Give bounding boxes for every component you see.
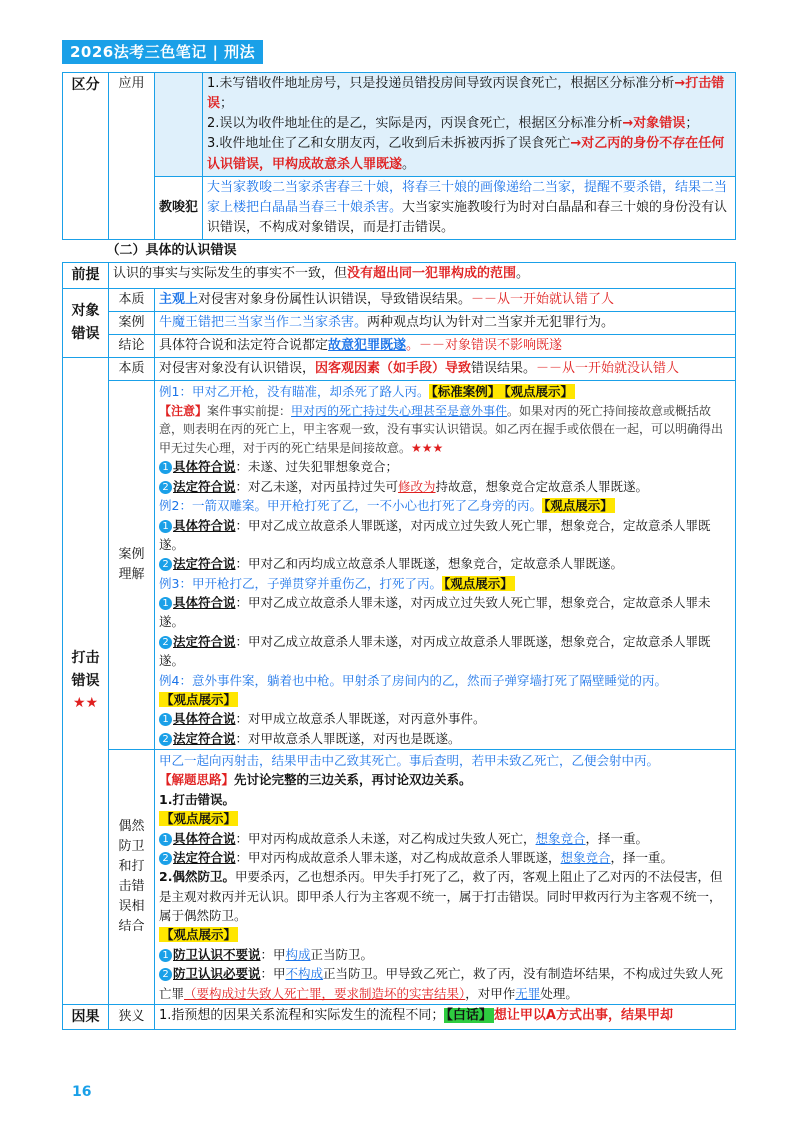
application-label: 应用 [109,73,155,240]
distinguish-label: 区分 [63,73,109,240]
object-error-label: 对象错误 [63,288,109,357]
abettor-text: 大当家教唆二当家杀害春三十娘，将春三十娘的画像递给二当家，提醒不要杀错，结果二当家上楼把白晶晶当春三十娘杀害。大当家实施教唆行为时对白晶晶和春三十娘的身份没有认识错误，不构成对象错误，而是打击错误。 [203,176,736,239]
page-header: 2026法考三色笔记 | 刑法 [62,40,263,64]
number-1-icon: 1 [159,461,172,474]
strike-error-cases: 例1：甲对乙开枪，没有瞄准，却杀死了路人丙。 【标准案例】 【观点展示】 【注意】案件事实前提：甲对丙的死亡持过失心理甚至是意外事件。如果对丙的死亡持间接故意或概括故意，则表明在丙的死亡上，甲主客观一致，没有事实认识错误。如乙丙在握手或依偎在一起，可以明确得出甲无过失心理，对于丙的死亡结果是间接故意。★★★ 1 具体符合说：未遂、过失犯罪想象竞合； 2 法定符合说：对乙未遂，对丙虽持过失可修改为持故意，想象竞合定故意杀人罪既遂。 例2：一箭双雕案。甲开枪打死了乙，一不小心也打死了乙身旁的丙。 【观点展示】 1 具体符合说：甲对乙成立故意杀人罪既遂，对丙成立过失致人死亡罪，想象竞合，定故意杀人罪既遂。 2 法定符合说：甲对乙和丙均成立故意杀人罪既遂，想象竞合，定故意杀人罪既遂。 例3：甲开枪打乙，子弹贯穿并重伤乙，打死了丙。 【观点展示】 1 具体符合说：甲对乙成立故意杀人罪未遂，对丙成立过失致人死亡罪，想象竞合，定故意杀人罪未遂。 2 法定符合说：甲对乙成立故意杀人罪未遂，对丙成立故意杀人罪既遂，想象竞合，定故意杀人罪既遂。 例4：意外事件案，躺着也中枪。甲射杀了房间内的乙，然而子弹穿墙打死了隔壁睡觉的丙。 【观点展示】 1 具体符合说：对甲成立故意杀人罪既遂，对丙意外事件。 2 法定符合说：对甲故意杀人罪既遂，对丙也是既遂。 [155,381,736,750]
number-2-icon: 2 [159,481,172,494]
page-number: 16 [72,1084,92,1100]
accidental-defense-text: 甲乙一起向丙射击，结果甲击中乙致其死亡。事后查明，若甲未致乙死亡，乙便会射中丙。 【解题思路】先讨论完整的三边关系，再讨论双边关系。 1.打击错误。 【观点展示】 1 具体符合说：甲对丙构成故意杀人未遂，对乙构成过失致人死亡，想象竞合，择一重。 2 法定符合说：甲对丙构成故意杀人罪未遂，对乙构成故意杀人罪既遂，想象竞合，择一重。 2.偶然防卫。甲要杀丙，乙也想杀丙。甲失手打死了乙，救了丙，客观上阻止了乙对丙的不法侵害，但是主观对救丙并无认识。即甲杀人行为主客观不统一，属于打击错误。同时甲救丙行为主客观不统一，属于偶然防卫。 【观点展示】 1 防卫认识不要说：甲构成正当防卫。 2 防卫认识必要说：甲不构成正当防卫。甲导致乙死亡，救了丙，没有制造坏结果，不构成过失致人死亡罪（要构成过失致人死亡罪，要求制造坏的实害结果），对甲作无罪处理。 [155,750,736,1005]
object-error-conclusion: 具体符合说和法定符合说都定故意犯罪既遂。－－对象错误不影响既遂 [155,334,736,357]
notes-table: 区分 应用 1.未写错收件地址房号，只是投递员错投房间导致丙误食死亡，根据区分标准分析→打击错误； 2.误以为收件地址住的是乙，实际是丙，丙误食死亡，根据区分标准分析→对象错误； 3.收件地址住了乙和女朋友丙，乙收到后未拆被丙拆了误食死亡→对乙丙的身份不存在任何认识错误，甲构成故意杀人罪既遂。 教唆犯 大当家教唆二当家杀害春三十娘，将春三十娘的画像递给二当家，提醒不要杀错，结果二当家上楼把白晶晶当春三十娘杀害。大当家实施教唆行为时对白晶晶和春三十娘的身份没有认识错误，不构成对象错误，而是打击错误。 （二）具体的认识错误 前提 认识的事实与实际发生的事实不一致，但没有超出同一犯罪构成的范围。 对象错误 本质 主观上对侵害对象身份属性认识错误，导致错误结果。－－从一开始就认错了人 案例 牛魔王错把三当家当作二当家杀害。两种观点均认为针对二当家并无犯罪行为。 结论 具体符合说和法定符合说都定故意犯罪既遂。－－对象错误不影响既遂 打击错误 ★★ 本质 对侵害对象没有认识错误，因客观因素（如手段）导致错误结果。－－从一开始就没认错人 案例理解 例1：甲对乙开枪，没有瞄准，却杀死了路人丙。 【标准案例】 【观点展示】 【注意】案件事实前提：甲对丙的死亡持过失心理甚至是意外事件。如果对丙的死亡持间接故意或概括故意，则表明在丙的死亡上，甲主客观一致，没有事实认识错误。如乙丙在握手或依偎在一起，可以明确得出甲无过失心理，对于丙的死亡结果是间接故意。★★★ 1 具体符合说：未遂、过失犯罪想象竞合； 2 法定符合说：对乙未遂，对丙虽持过失可修改为持故意，想象竞合定故意杀人罪既遂。 例2：一箭双雕案。甲开枪打死了乙，一不小心也打死了乙身旁的丙。 【观点展示】 1 具体符合说：甲对乙成立故意杀人罪既遂，对丙成立过失致人死亡罪，想象竞合，定故意杀人罪既遂。 2 法定符合说：甲对乙和丙均成立故意杀人罪既遂，想象竞合，定故意杀人罪既遂。 例3：甲开枪打乙，子弹贯穿并重伤乙，打死了丙。 【观点展示】 1 具体符合说：甲对乙成立故意杀人罪未遂，对丙成立过失致人死亡罪，想象竞合，定故意杀人罪未遂。 2 法定符合说：甲对乙成立故意杀人罪未遂，对丙成立故意杀人罪既遂，想象竞合，定故意杀人罪既遂。 例4：意外事件案，躺着也中枪。甲射杀了房间内的乙，然而子弹穿墙打死了隔壁睡觉的丙。 【观点展示】 1 具体符合说：对甲成立故意杀人罪既遂，对丙意外事件。 2 法定符合说：对甲故意杀人罪既遂，对丙也是既遂。 偶然防卫和打击错误相结合 甲乙一起向丙射击，结果甲击中乙致其死亡。事后查明，若甲未致乙死亡，乙便会射中丙。 【解题思路】先讨论完整的三边关系，再讨论双边关系。 1.打击错误。 【观点展示】 1 具体符合说：甲对丙构成故意杀人未遂，对乙构成过失致人死亡，想象竞合，择一重。 2 法定符合说：甲对丙构成故意杀人罪未遂，对乙构成故意杀人罪既遂，想象竞合，择一重。 2.偶然防卫。甲要杀丙，乙也想杀丙。甲失手打死了乙，救了丙，客观上阻止了乙对丙的不法侵害，但是主观对救丙并无认识。即甲杀人行为主客观不统一，属于打击错误。同时甲救丙行为主客观不统一，属于偶然防卫。 【观点展示】 1 防卫认识不要说：甲构成正当防卫。 2 防卫认识必要说：甲不构成正当防卫。甲导致乙死亡，救了丙，没有制造坏结果，不构成过失致人死亡罪（要构成过失致人死亡罪，要求制造坏的实害结果），对甲作无罪处理。 因果 狭义 1.指预想的因果关系流程和实际发生的流程不同； 【白话】 想让甲以A方式出事，结果甲却 [62,72,736,1030]
causation-label: 因果 [63,1004,109,1029]
section-title: （二）具体的认识错误 [63,240,736,263]
object-error-case: 牛魔王错把三当家当作二当家杀害。两种观点均认为针对二当家并无犯罪行为。 [155,311,736,334]
premise-label: 前提 [63,263,109,288]
strike-error-essence: 对侵害对象没有认识错误，因客观因素（如手段）导致错误结果。－－从一开始就没认错人 [155,358,736,381]
strike-error-label: 打击错误 ★★ [63,358,109,1005]
star-icon: ★★ [72,695,99,712]
object-error-essence: 主观上对侵害对象身份属性认识错误，导致错误结果。－－从一开始就认错了人 [155,288,736,311]
application-items: 1.未写错收件地址房号，只是投递员错投房间导致丙误食死亡，根据区分标准分析→打击错误； 2.误以为收件地址住的是乙，实际是丙，丙误食死亡，根据区分标准分析→对象错误； 3.收件地址住了乙和女朋友丙，乙收到后未拆被丙拆了误食死亡→对乙丙的身份不存在任何认识错误，甲构成故意杀人罪既遂。 [203,73,736,177]
case-label: 案例理解 [109,381,155,750]
abettor-label: 教唆犯 [155,176,203,239]
accidental-defense-label: 偶然防卫和打击错误相结合 [109,750,155,1005]
causation-text: 1.指预想的因果关系流程和实际发生的流程不同； 【白话】 想让甲以A方式出事，结果甲却 [155,1004,736,1029]
premise-text: 认识的事实与实际发生的事实不一致，但没有超出同一犯罪构成的范围。 [109,263,736,288]
